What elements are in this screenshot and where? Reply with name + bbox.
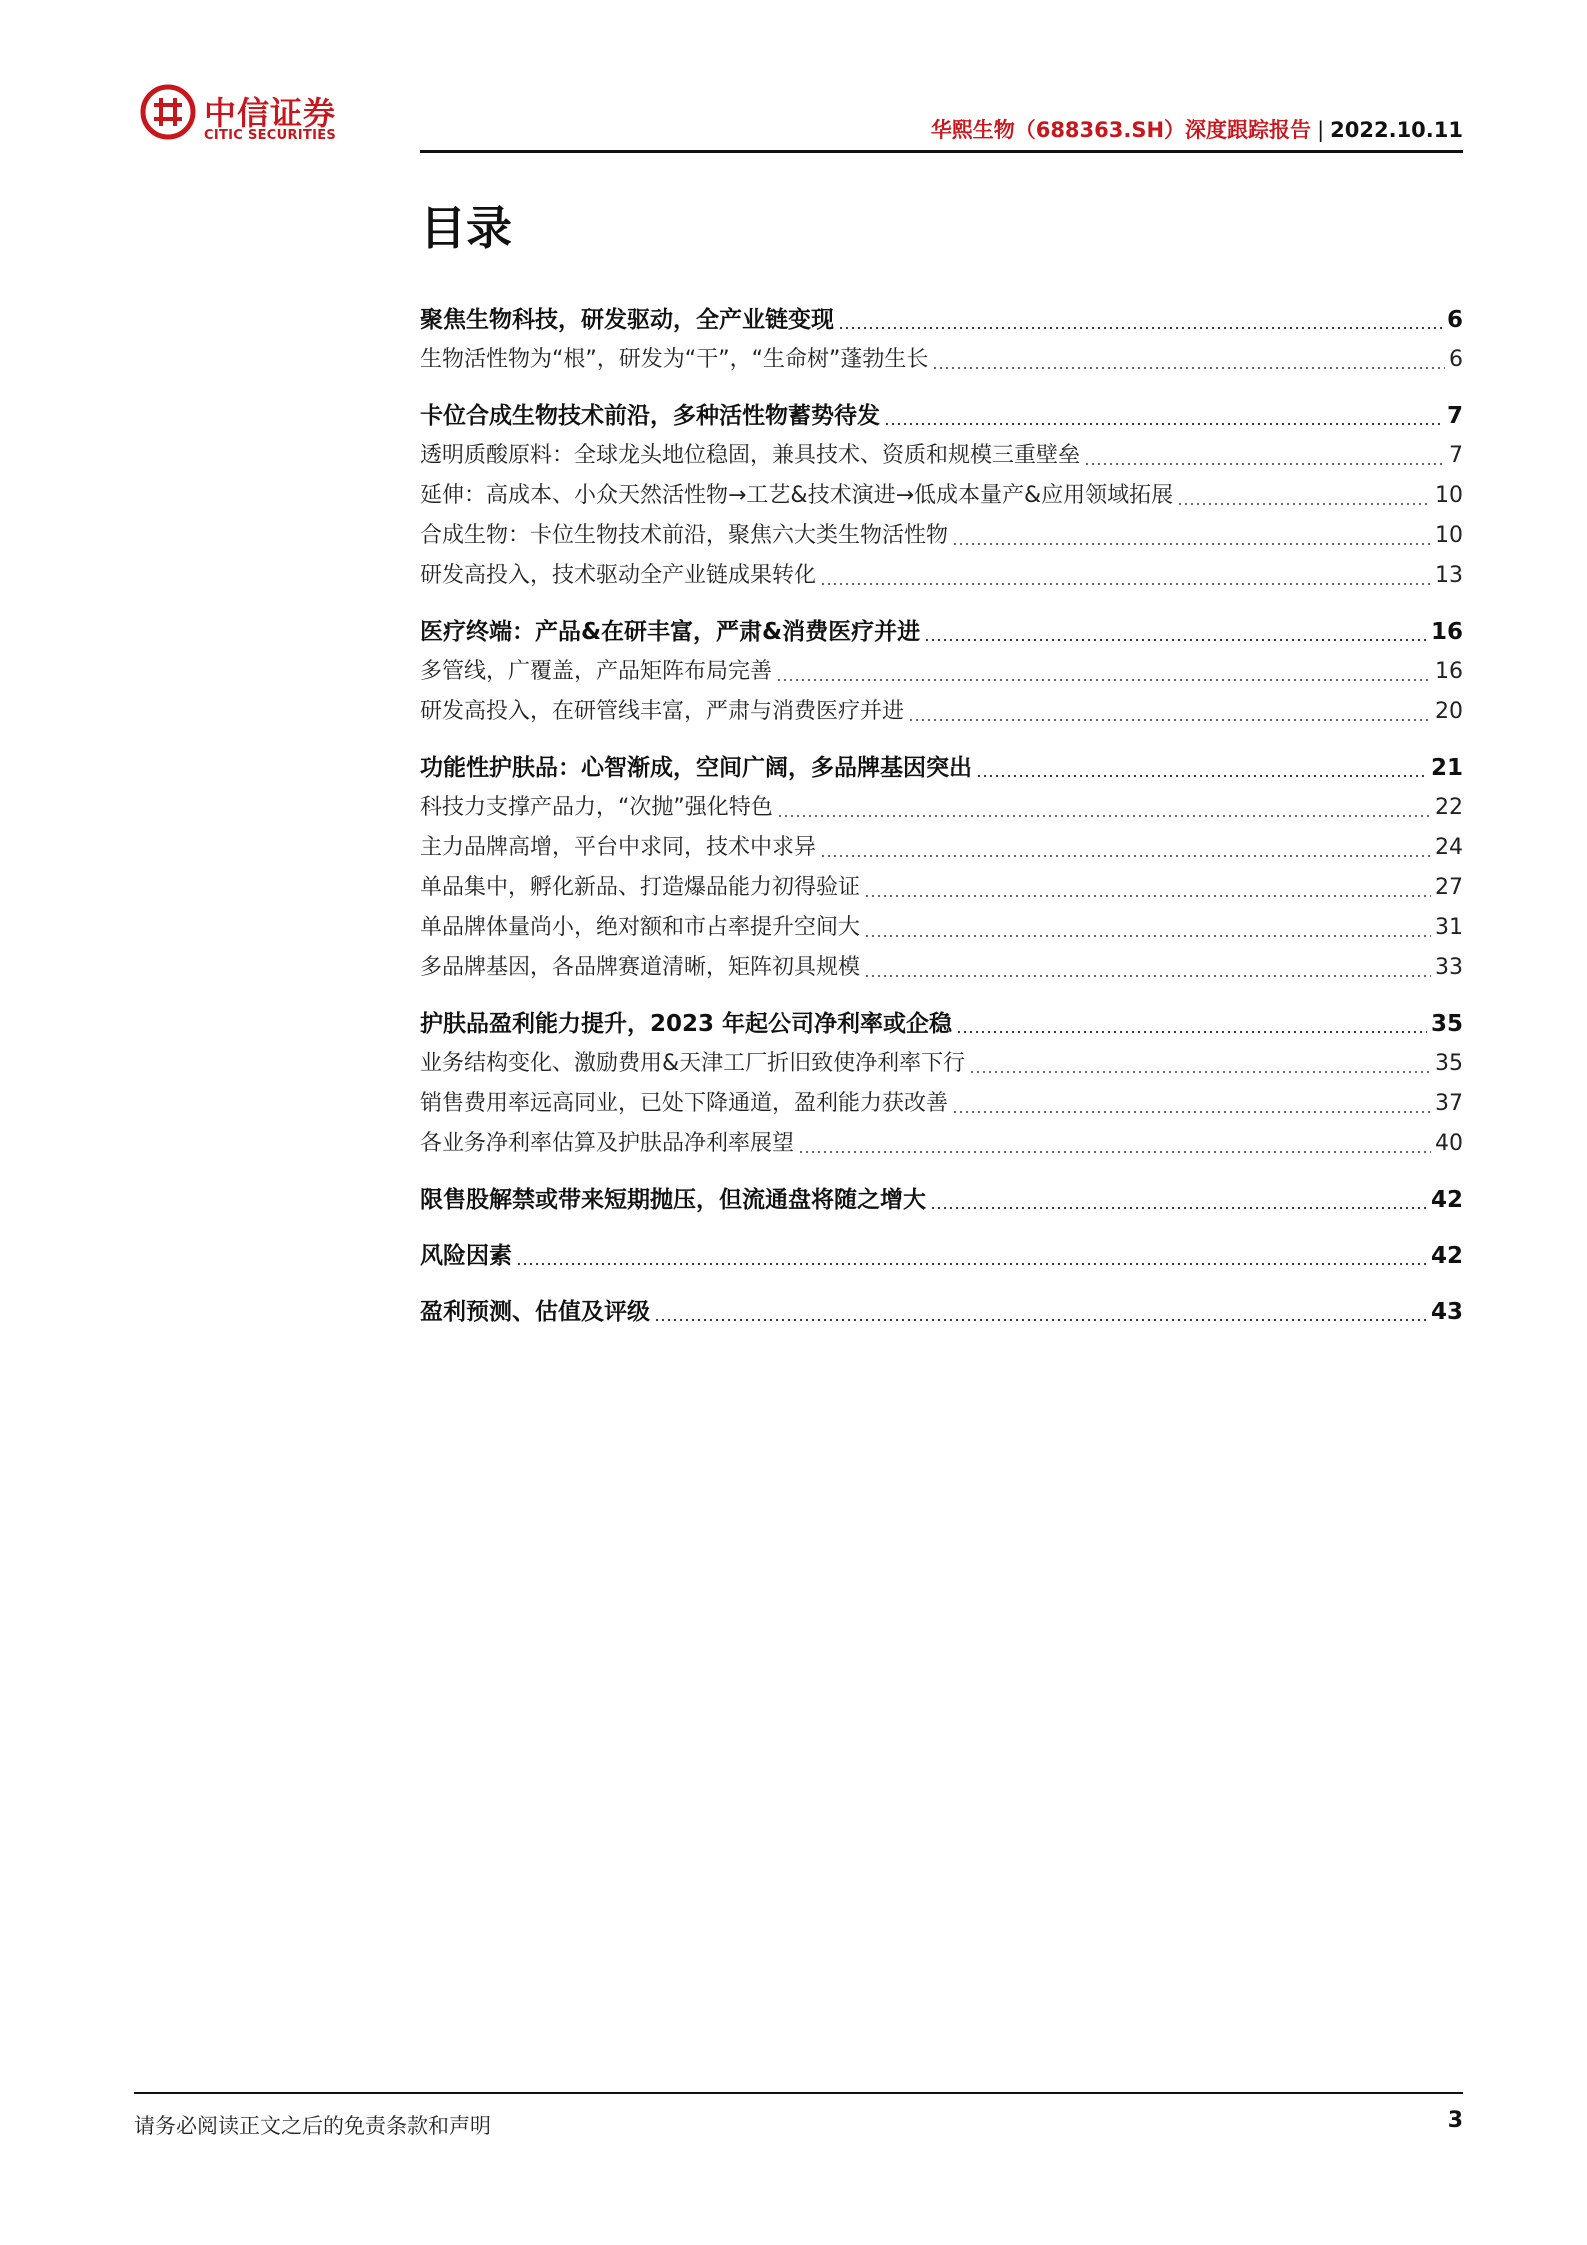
toc-subsection[interactable]	[420, 556, 1463, 596]
toc-subsection[interactable]	[420, 828, 1463, 868]
toc-subsection[interactable]	[420, 908, 1463, 948]
toc-chapter-page: 7	[1446, 403, 1463, 429]
toc-chapter-title: 功能性护肤品：心智渐成，空间广阔，多品牌基因突出	[420, 755, 972, 781]
toc-chapter[interactable]	[420, 396, 1463, 436]
toc-chapter[interactable]	[420, 1236, 1463, 1276]
toc-subsection-title: 研发高投入，在研管线丰富，严肃与消费医疗并进	[420, 699, 905, 724]
toc-subsection-page: 37	[1435, 1091, 1463, 1116]
toc-chapter[interactable]	[420, 748, 1463, 788]
toc-chapter[interactable]	[420, 612, 1463, 652]
toc-subsection-page: 20	[1435, 699, 1463, 724]
header-divider	[420, 150, 1463, 153]
toc-subsection-title: 各业务净利率估算及护肤品净利率展望	[420, 1131, 795, 1156]
logo-text-cn: 中信证券	[204, 94, 337, 132]
toc-subsection[interactable]	[420, 1124, 1463, 1164]
dot-leader	[820, 583, 1431, 585]
table-of-contents	[420, 300, 1463, 1348]
toc-subsection-title: 多管线，广覆盖，产品矩阵布局完善	[420, 659, 773, 684]
toc-chapter-page: 16	[1430, 619, 1463, 645]
toc-subsection-title: 主力品牌高增，平台中求同，技术中求异	[420, 835, 817, 860]
toc-title: 目录	[420, 201, 512, 255]
toc-chapter[interactable]	[420, 1292, 1463, 1332]
toc-subsection[interactable]	[420, 868, 1463, 908]
toc-subsection-title: 单品牌体量尚小，绝对额和市占率提升空间大	[420, 915, 861, 940]
dot-leader	[820, 855, 1431, 857]
toc-section	[420, 1004, 1463, 1164]
dot-leader	[654, 1319, 1427, 1321]
toc-subsection[interactable]	[420, 1044, 1463, 1084]
toc-section	[420, 748, 1463, 988]
toc-subsection[interactable]	[420, 692, 1463, 732]
toc-chapter-page: 21	[1430, 755, 1463, 781]
dot-leader	[864, 895, 1431, 897]
toc-subsection[interactable]	[420, 340, 1463, 380]
toc-chapter[interactable]	[420, 1004, 1463, 1044]
dot-leader	[864, 975, 1431, 977]
dot-leader	[952, 1111, 1431, 1113]
dot-leader	[969, 1071, 1431, 1073]
toc-section	[420, 1236, 1463, 1276]
toc-section	[420, 300, 1463, 380]
toc-subsection[interactable]	[420, 476, 1463, 516]
toc-chapter-title: 卡位合成生物技术前沿，多种活性物蓄势待发	[420, 403, 880, 429]
toc-subsection[interactable]	[420, 652, 1463, 692]
logo-text-en: CITIC SECURITIES	[204, 128, 337, 143]
toc-subsection-page: 7	[1449, 443, 1463, 468]
toc-subsection[interactable]	[420, 1084, 1463, 1124]
toc-subsection-title: 透明质酸原料：全球龙头地位稳固，兼具技术、资质和规模三重壁垒	[420, 443, 1081, 468]
footer-divider	[134, 2092, 1463, 2094]
citic-logo-icon	[140, 84, 196, 140]
toc-section	[420, 612, 1463, 732]
toc-chapter-page: 42	[1430, 1187, 1463, 1213]
toc-chapter-page: 6	[1446, 307, 1463, 333]
dot-leader	[798, 1151, 1431, 1153]
toc-chapter[interactable]	[420, 300, 1463, 340]
toc-subsection-page: 40	[1435, 1131, 1463, 1156]
toc-subsection-title: 延伸：高成本、小众天然活性物→工艺&技术演进→低成本量产&应用领域拓展	[420, 483, 1174, 508]
report-header	[931, 114, 1463, 144]
dot-leader	[777, 815, 1431, 817]
footer-disclaimer: 请务必阅读正文之后的免责条款和声明	[134, 2114, 491, 2138]
toc-chapter-title: 医疗终端：产品&在研丰富，严肃&消费医疗并进	[420, 619, 921, 645]
report-date: 2022.10.11	[1330, 118, 1463, 142]
header-separator: |	[1317, 118, 1325, 142]
toc-section	[420, 1180, 1463, 1220]
toc-chapter-title: 风险因素	[420, 1243, 512, 1269]
toc-chapter-title: 护肤品盈利能力提升，2023 年起公司净利率或企稳	[420, 1011, 953, 1037]
toc-subsection-title: 销售费用率远高同业，已处下降通道，盈利能力获改善	[420, 1091, 949, 1116]
dot-leader	[516, 1263, 1427, 1265]
dot-leader	[930, 1207, 1427, 1209]
dot-leader	[1084, 463, 1445, 465]
toc-chapter-title: 盈利预测、估值及评级	[420, 1299, 650, 1325]
toc-subsection-title: 多品牌基因，各品牌赛道清晰，矩阵初具规模	[420, 955, 861, 980]
toc-subsection[interactable]	[420, 516, 1463, 556]
toc-subsection-page: 24	[1435, 835, 1463, 860]
toc-chapter-title: 聚焦生物科技，研发驱动，全产业链变现	[420, 307, 834, 333]
toc-subsection-title: 业务结构变化、激励费用&天津工厂折旧致使净利率下行	[420, 1051, 966, 1076]
toc-section	[420, 1292, 1463, 1332]
toc-chapter-page: 42	[1430, 1243, 1463, 1269]
toc-subsection-title: 单品集中，孵化新品、打造爆品能力初得验证	[420, 875, 861, 900]
toc-subsection-title: 生物活性物为“根”，研发为“干”，“生命树”蓬勃生长	[420, 347, 929, 372]
toc-subsection-page: 33	[1435, 955, 1463, 980]
dot-leader	[908, 719, 1431, 721]
dot-leader	[976, 775, 1427, 777]
dot-leader	[952, 543, 1431, 545]
toc-subsection-title: 科技力支撑产品力，“次抛”强化特色	[420, 795, 773, 820]
toc-subsection-page: 13	[1435, 563, 1463, 588]
page-number: 3	[1447, 2108, 1463, 2133]
toc-subsection-page: 10	[1435, 523, 1463, 548]
toc-section	[420, 396, 1463, 596]
dot-leader	[776, 679, 1431, 681]
toc-chapter-page: 35	[1430, 1011, 1463, 1037]
toc-chapter[interactable]	[420, 1180, 1463, 1220]
toc-subsection-page: 35	[1435, 1051, 1463, 1076]
toc-subsection-page: 10	[1435, 483, 1463, 508]
toc-subsection[interactable]	[420, 948, 1463, 988]
report-title: 华熙生物（688363.SH）深度跟踪报告	[930, 118, 1312, 142]
dot-leader	[884, 423, 1443, 425]
toc-subsection-title: 合成生物：卡位生物技术前沿，聚焦六大类生物活性物	[420, 523, 949, 548]
dot-leader	[838, 327, 1443, 329]
toc-subsection-page: 6	[1449, 347, 1463, 372]
toc-subsection-title: 研发高投入，技术驱动全产业链成果转化	[420, 563, 817, 588]
toc-subsection-page: 27	[1435, 875, 1463, 900]
toc-chapter-title: 限售股解禁或带来短期抛压，但流通盘将随之增大	[420, 1187, 926, 1213]
citic-logo	[140, 84, 380, 144]
dot-leader	[924, 639, 1427, 641]
dot-leader	[932, 367, 1445, 369]
dot-leader	[956, 1031, 1427, 1033]
toc-chapter-page: 43	[1430, 1299, 1463, 1325]
toc-subsection[interactable]	[420, 788, 1463, 828]
dot-leader	[864, 935, 1431, 937]
toc-subsection-page: 22	[1435, 795, 1463, 820]
dot-leader	[1177, 503, 1431, 505]
toc-subsection-page: 16	[1435, 659, 1463, 684]
toc-subsection[interactable]	[420, 436, 1463, 476]
toc-subsection-page: 31	[1435, 915, 1463, 940]
